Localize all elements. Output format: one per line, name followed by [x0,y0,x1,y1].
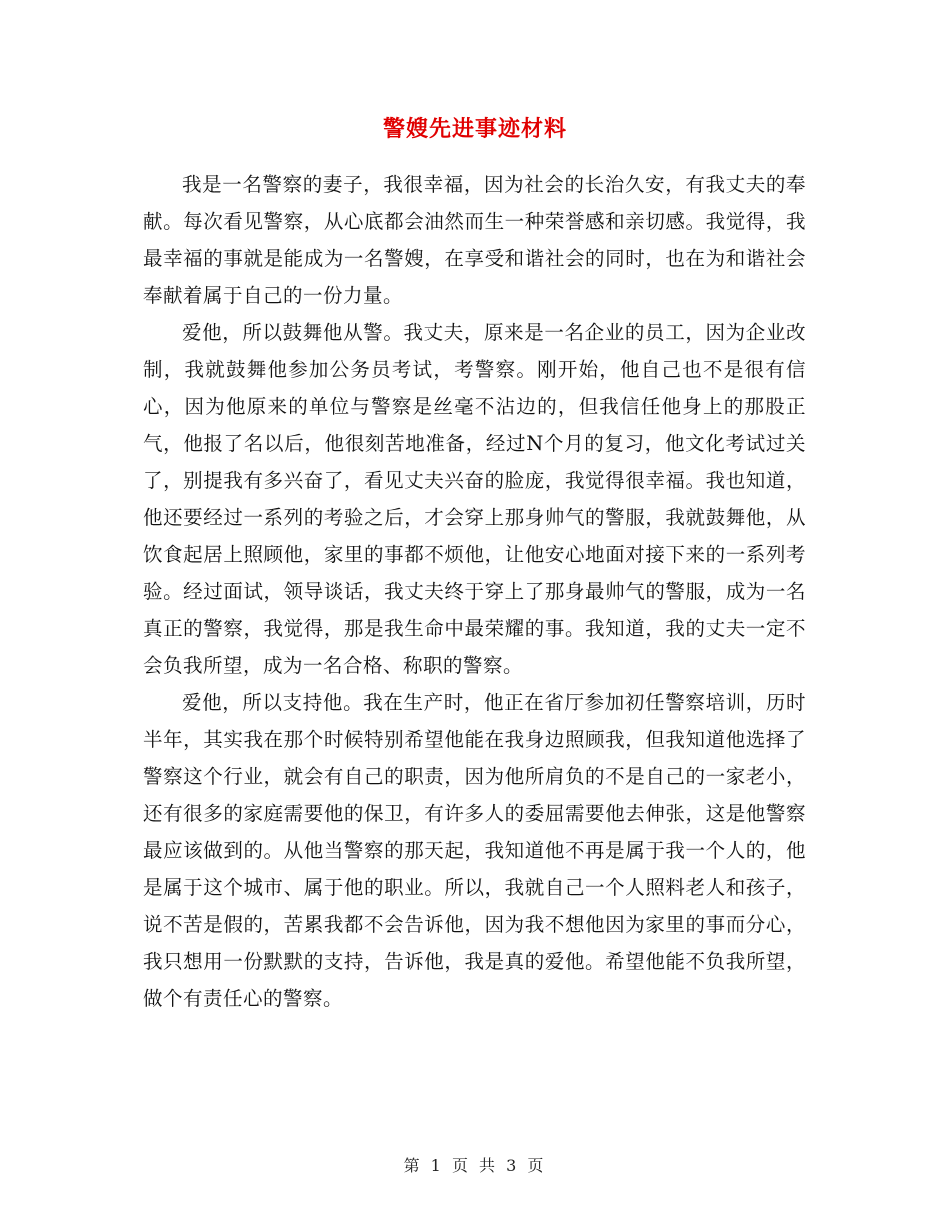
paragraph-1: 我是一名警察的妻子，我很幸福，因为社会的长治久安，有我丈夫的奉献。每次看见警察，从心底都会油然而生一种荣誉感和亲切感。我觉得，我最幸福的事就是能成为一名警嫂，在享受和谐社会的同时，也在为和谐社会奉献着属于自己的一份力量。 [143,173,806,307]
document-body [143,166,806,1017]
paragraph-2: 爱他，所以鼓舞他从警。我丈夫，原来是一名企业的员工，因为企业改制，我就鼓舞他参加公务员考试，考警察。刚开始，他自己也不是很有信心，因为他原来的单位与警察是丝毫不沾边的，但我信任他身上的那股正气，他报了名以后，他很刻苦地准备，经过N个月的复习，他文化考试过关了，别提我有多兴奋了，看见丈夫兴奋的脸庞，我觉得很幸福。我也知道，他还要经过一系列的考验之后，才会穿上那身帅气的警服，我就鼓舞他，从饮食起居上照顾他，家里的事都不烦他，让他安心地面对接下来的一系列考验。经过面试，领导谈话，我丈夫终于穿上了那身最帅气的警服，成为一名真正的警察，我觉得，那是我生命中最荣耀的事。我知道，我的丈夫一定不会负我所望，成为一名合格、称职的警察。 [143,321,806,677]
paragraph-3: 爱他，所以支持他。我在生产时，他正在省厅参加初任警察培训，历时半年，其实我在那个时候特别希望他能在我身边照顾我，但我知道他选择了警察这个行业，就会有自己的职责，因为他所肩负的不是自己的一家老小，还有很多的家庭需要他的保卫，有许多人的委屈需要他去伸张，这是他警察最应该做到的。从他当警察的那天起，我知道他不再是属于我一个人的，他是属于这个城市、属于他的职业。所以，我就自己一个人照料老人和孩子，说不苦是假的，苦累我都不会告诉他，因为我不想他因为家里的事而分心，我只想用一份默默的支持，告诉他，我是真的爱他。希望他能不负我所望，做个有责任心的警察。 [143,691,806,1010]
document-title: 警嫂先进事迹材料 [382,117,567,142]
page-footer [0,1153,950,1176]
page-number-label: 第 1 页 共 3 页 [403,1156,547,1175]
